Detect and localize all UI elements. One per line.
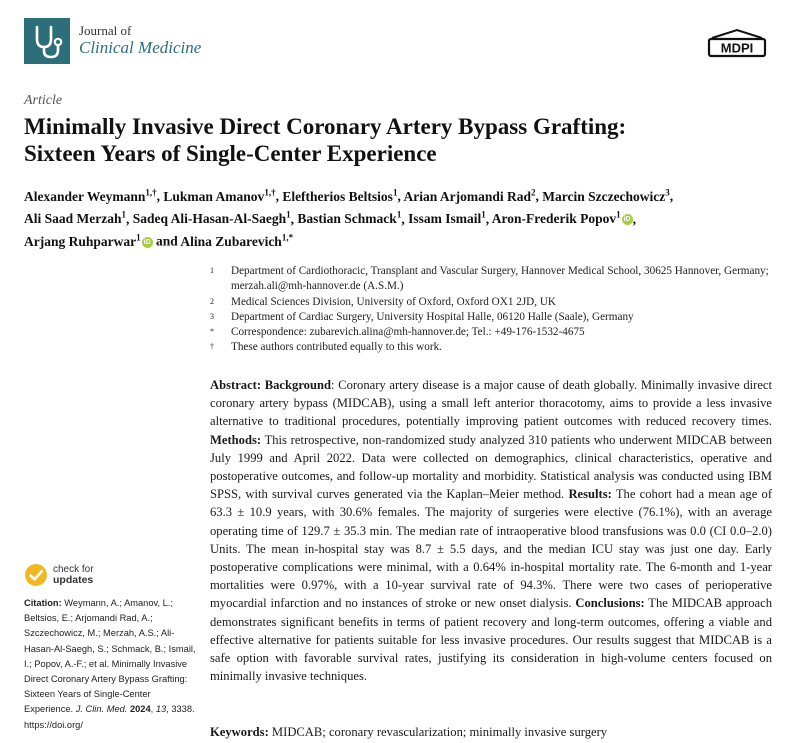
affiliation: 3 Department of Cardiac Surgery, University Hospital Halle, 06120 Halle (Saale), Germany <box>210 310 634 323</box>
article-type: Article <box>24 93 63 108</box>
author[interactable]: Issam Ismail$^1$ <box>408 209 486 226</box>
check-for-updates-icon[interactable] <box>24 563 48 587</box>
journal-name: Clinical Medicine <box>79 38 202 57</box>
mdpi-logo <box>706 28 768 58</box>
affiliation: 2 Medical Sciences Division, University of Oxford, Oxford OX1 2JD, UK <box>210 295 557 308</box>
orcid-icon[interactable]: iD <box>623 216 631 224</box>
title-line: Minimally Invasive Direct Coronary Artery Bypass Grafting: <box>24 114 627 139</box>
author[interactable]: Alexander Weymann$^{1,\dagger}$ <box>24 187 157 204</box>
equal-contribution-note: † These authors contributed equally to this work. <box>210 341 442 354</box>
correspondence: * Correspondence: zubarevich.alina@mh-hannover.de; Tel.: +49-176-1532-4675 <box>210 326 585 339</box>
author[interactable]: Sadeq Ali-Hasan-Al-Saegh$^1$ <box>132 209 291 226</box>
author[interactable]: Lukman Amanov$^{1,\dagger}$ <box>163 187 276 204</box>
check-for-updates-button[interactable]: check for updates <box>53 564 94 586</box>
publisher-name: MDPI <box>720 40 754 56</box>
author[interactable]: Aron-Frederik Popov$^1$iD <box>491 209 631 226</box>
keywords: Keywords: MIDCAB; coronary revascularization; minimally invasive surgery <box>210 725 608 739</box>
abstract: Abstract: Background: Coronary artery disease is a major cause of death globally. Minimally invasive direct coronary artery bypass (MIDCAB), using a small left anterior thoracotomy, aims to provide a less invasive alternative to traditional procedures, potentially improving patient outcomes with reduced recovery times. Methods: This retrospective, non-randomized study analyzed 310 patients who underwent MIDCAB between July 1999 and April 2022. Data were collected on demographics, clinical characteristics, operative and postoperative outcomes, and follow-up mortality and morbidity. Statistical analysis was conducted using IBM SPSS, with survival curves generated via the Kaplan–Meier method. Results: The cohort had a mean age of 63.3 ± 10.9 years, with 30.6% females. The majority of surgeries were elective (76.1%), with an average operating time of 129.7 ± 35.3 min. The median rate of intraoperative blood transfusions was 0.0 (CI 0.0–2.0) Units. The mean in-hospital stay was 8.7 ± 5.5 days, and the median ICU stay was just one day. Early postoperative complications were minimal, with a 0.64% in-hospital mortality rate. The 6-month and 1-year mortalities were 0.97%, with a 10-year survival rate of 94.3%. There were two cases of perioperative myocardial infarction and no instances of stroke or new onset dialysis. Conclusions: The MIDCAB approach demonstrates significant benefits in terms of patient recovery and long-term outcomes, offering a viable and effective alternative for patients suitable for less invasive procedures. Our results suggest that MIDCAB is a safe option with favorable survival rates, justifying its consideration in high-volume centers focused on minimally invasive techniques. <box>210 378 773 684</box>
orcid-icon[interactable]: iD <box>143 238 151 246</box>
author[interactable]: Bastian Schmack$^1$ <box>297 209 402 226</box>
citation: Citation: Weymann, A.; Amanov, L.; Beltsios, E.; Arjomandi Rad, A.; Szczechowicz, M.; Merzah, A.S.; Ali-Hasan-Al-Saegh, S.; Schmack, B.; Ismail, I.; Popov, A.-F.; et al. Minimally Invasive Direct Coronary Artery Bypass Grafting: Sixteen Years of Single-Center Experience. J. Clin. Med. 2024, 13, 3338. https://doi.org/ <box>24 598 196 730</box>
author[interactable]: Alina Zubarevich$^{1,*}$ <box>180 232 294 249</box>
stethoscope-icon <box>24 18 70 64</box>
journal-prefix: Journal of <box>79 23 132 38</box>
affiliation: 1 Department of Cardiothoracic, Transplant and Vascular Surgery, Hannover Medical School, 30625 Hannover, Germany; merzah.ali@mh-hannover.de (A.S.M.) <box>210 265 769 293</box>
doi-link[interactable]: https://doi.org/ <box>24 719 83 730</box>
author[interactable]: Marcin Szczechowicz$^3$ <box>542 187 670 204</box>
article-title <box>24 113 764 167</box>
author[interactable]: Arjang Ruhparwar$^1$iD <box>24 232 151 249</box>
affiliations <box>210 264 776 356</box>
author[interactable]: Arian Arjomandi Rad$^2$ <box>403 187 536 204</box>
author-list: Alexander Weymann$^{1,\dagger}$, Lukman Amanov$^{1,\dagger}$, Eleftherios Beltsios$^1$, Arian Arjomandi Rad$^2$, Marcin Szczechowicz$^3$, Ali Saad Merzah$^1$, Sadeq Ali-Hasan-Al-Saegh$^1$, Bastian Schmack$^1$, Issam Ismail$^1$, Aron-Frederik Popov$^1$iD , Arjang Ruhparwar$^1$iD and Alina Zubarevich$^{1,*}$ <box>24 187 674 249</box>
author[interactable]: Ali Saad Merzah$^1$ <box>24 209 126 226</box>
title-line: Sixteen Years of Single-Center Experience <box>24 141 437 166</box>
author[interactable]: Eleftherios Beltsios$^1$ <box>282 187 398 204</box>
